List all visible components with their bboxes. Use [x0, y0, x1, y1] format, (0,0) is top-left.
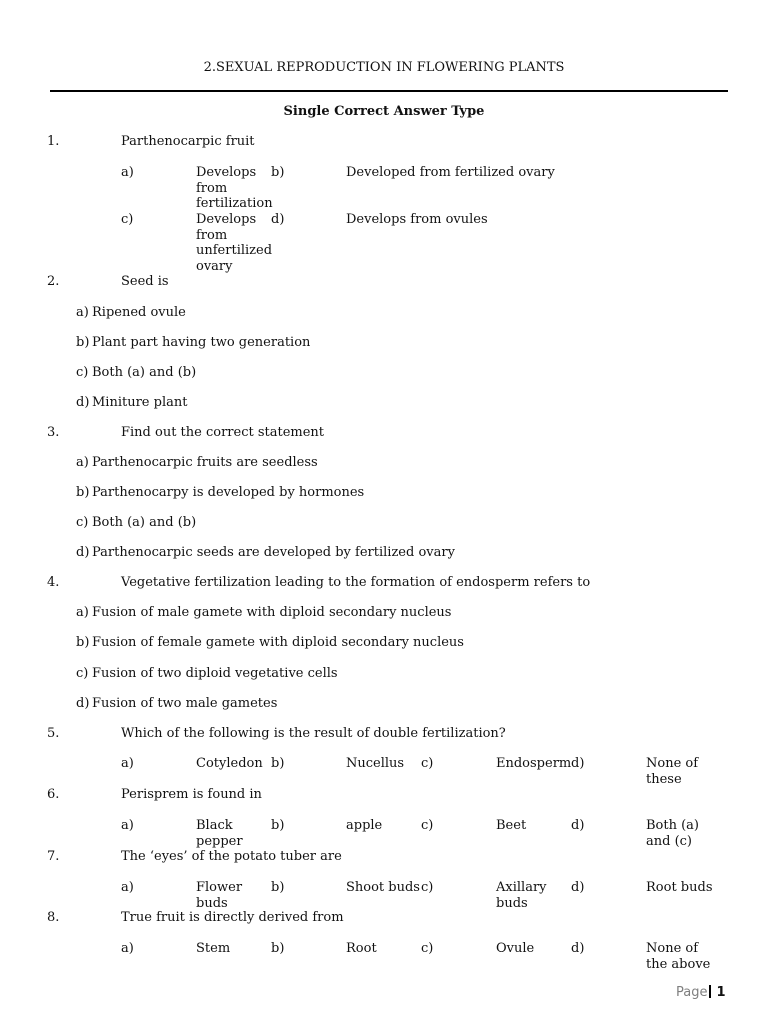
question-text: The ‘eyes’ of the potato tuber are: [121, 849, 342, 864]
option-letter: b): [76, 335, 90, 350]
option-letter: c): [421, 818, 434, 833]
option-letter: a): [121, 165, 134, 180]
option-text: Developed from fertilized ovary: [346, 165, 555, 180]
question-text: True fruit is directly derived from: [121, 910, 344, 925]
option-letter: b): [271, 756, 285, 771]
option-text: Fusion of male gamete with diploid secondary nucleus: [92, 605, 452, 620]
option-letter: b): [76, 635, 90, 650]
option-letter: c): [421, 880, 434, 895]
option-text: Fusion of two male gametes: [92, 696, 278, 711]
option-text: Shoot buds: [346, 880, 420, 895]
option-letter: d): [571, 880, 585, 895]
option-text: Cotyledon: [196, 756, 263, 771]
option-letter: a): [76, 455, 89, 470]
option-text: Black pepper: [196, 818, 243, 849]
option-letter: b): [271, 880, 285, 895]
option-text: Both (a) and (c): [646, 818, 700, 849]
option-letter: d): [571, 818, 585, 833]
page-number: 1: [716, 985, 726, 1000]
option-text: Develops from fertilization: [196, 165, 273, 211]
option-letter: c): [121, 212, 134, 227]
question-number: 1.: [47, 134, 60, 149]
option-letter: a): [121, 756, 134, 771]
question-text: Which of the following is the result of double fertilization?: [121, 726, 506, 741]
question-text: Find out the correct statement: [121, 425, 325, 440]
option-text: Beet: [496, 818, 527, 833]
option-letter: d): [571, 941, 585, 956]
option-text: Fusion of two diploid vegetative cells: [92, 666, 338, 681]
option-text: Fusion of female gamete with diploid secondary nucleus: [92, 635, 464, 650]
option-letter: c): [421, 941, 434, 956]
option-text: Endosperm: [496, 756, 572, 771]
option-text: None of these: [646, 756, 699, 787]
option-text: Miniture plant: [92, 395, 188, 410]
option-letter: a): [121, 818, 134, 833]
option-letter: a): [76, 305, 89, 320]
question-text: Seed is: [121, 274, 169, 289]
option-text: Ripened ovule: [92, 305, 186, 320]
option-text: Develops from unfertilized ovary: [196, 212, 273, 274]
question-number: 6.: [47, 787, 60, 802]
option-text: Both (a) and (b): [92, 365, 197, 380]
option-text: Root buds: [646, 880, 713, 895]
question-number: 5.: [47, 726, 60, 741]
option-letter: d): [76, 696, 90, 711]
document-header: 2.SEXUAL REPRODUCTION IN FLOWERING PLANTS: [203, 60, 565, 75]
option-letter: c): [76, 365, 89, 380]
question-number: 7.: [47, 849, 60, 864]
page-separator: [709, 985, 711, 998]
page-footer: [676, 985, 726, 1000]
option-letter: c): [421, 756, 434, 771]
option-letter: d): [271, 212, 285, 227]
option-letter: a): [121, 941, 134, 956]
option-letter: b): [76, 485, 90, 500]
question-number: 8.: [47, 910, 60, 925]
option-text: Both (a) and (b): [92, 515, 197, 530]
option-text: Axillary buds: [496, 880, 547, 911]
option-text: Plant part having two generation: [92, 335, 311, 350]
option-text: Flower buds: [196, 880, 243, 911]
option-letter: b): [271, 941, 285, 956]
question-text: Perisprem is found in: [121, 787, 262, 802]
section-title: Single Correct Answer Type: [283, 104, 485, 119]
question-number: 4.: [47, 575, 60, 590]
option-text: Root: [346, 941, 377, 956]
page-label: Page: [676, 985, 708, 1000]
question-number: 3.: [47, 425, 60, 440]
question-text: Vegetative fertilization leading to the formation of endosperm refers to: [121, 575, 591, 590]
option-letter: d): [571, 756, 585, 771]
option-letter: b): [271, 818, 285, 833]
option-text: Parthenocarpic seeds are developed by fertilized ovary: [92, 545, 455, 560]
option-text: apple: [346, 818, 383, 833]
option-text: Stem: [196, 941, 231, 956]
option-letter: c): [76, 515, 89, 530]
option-text: Develops from ovules: [346, 212, 488, 227]
option-letter: b): [271, 165, 285, 180]
option-text: Parthenocarpic fruits are seedless: [92, 455, 318, 470]
question-number: 2.: [47, 274, 60, 289]
option-text: Nucellus: [346, 756, 405, 771]
question-text: Parthenocarpic fruit: [121, 134, 255, 149]
option-letter: d): [76, 395, 90, 410]
option-letter: a): [76, 605, 89, 620]
option-letter: a): [121, 880, 134, 895]
header-rule: [50, 90, 728, 92]
option-text: Parthenocarpy is developed by hormones: [92, 485, 365, 500]
option-letter: c): [76, 666, 89, 681]
option-text: None of the above: [646, 941, 711, 972]
option-letter: d): [76, 545, 90, 560]
option-text: Ovule: [496, 941, 535, 956]
